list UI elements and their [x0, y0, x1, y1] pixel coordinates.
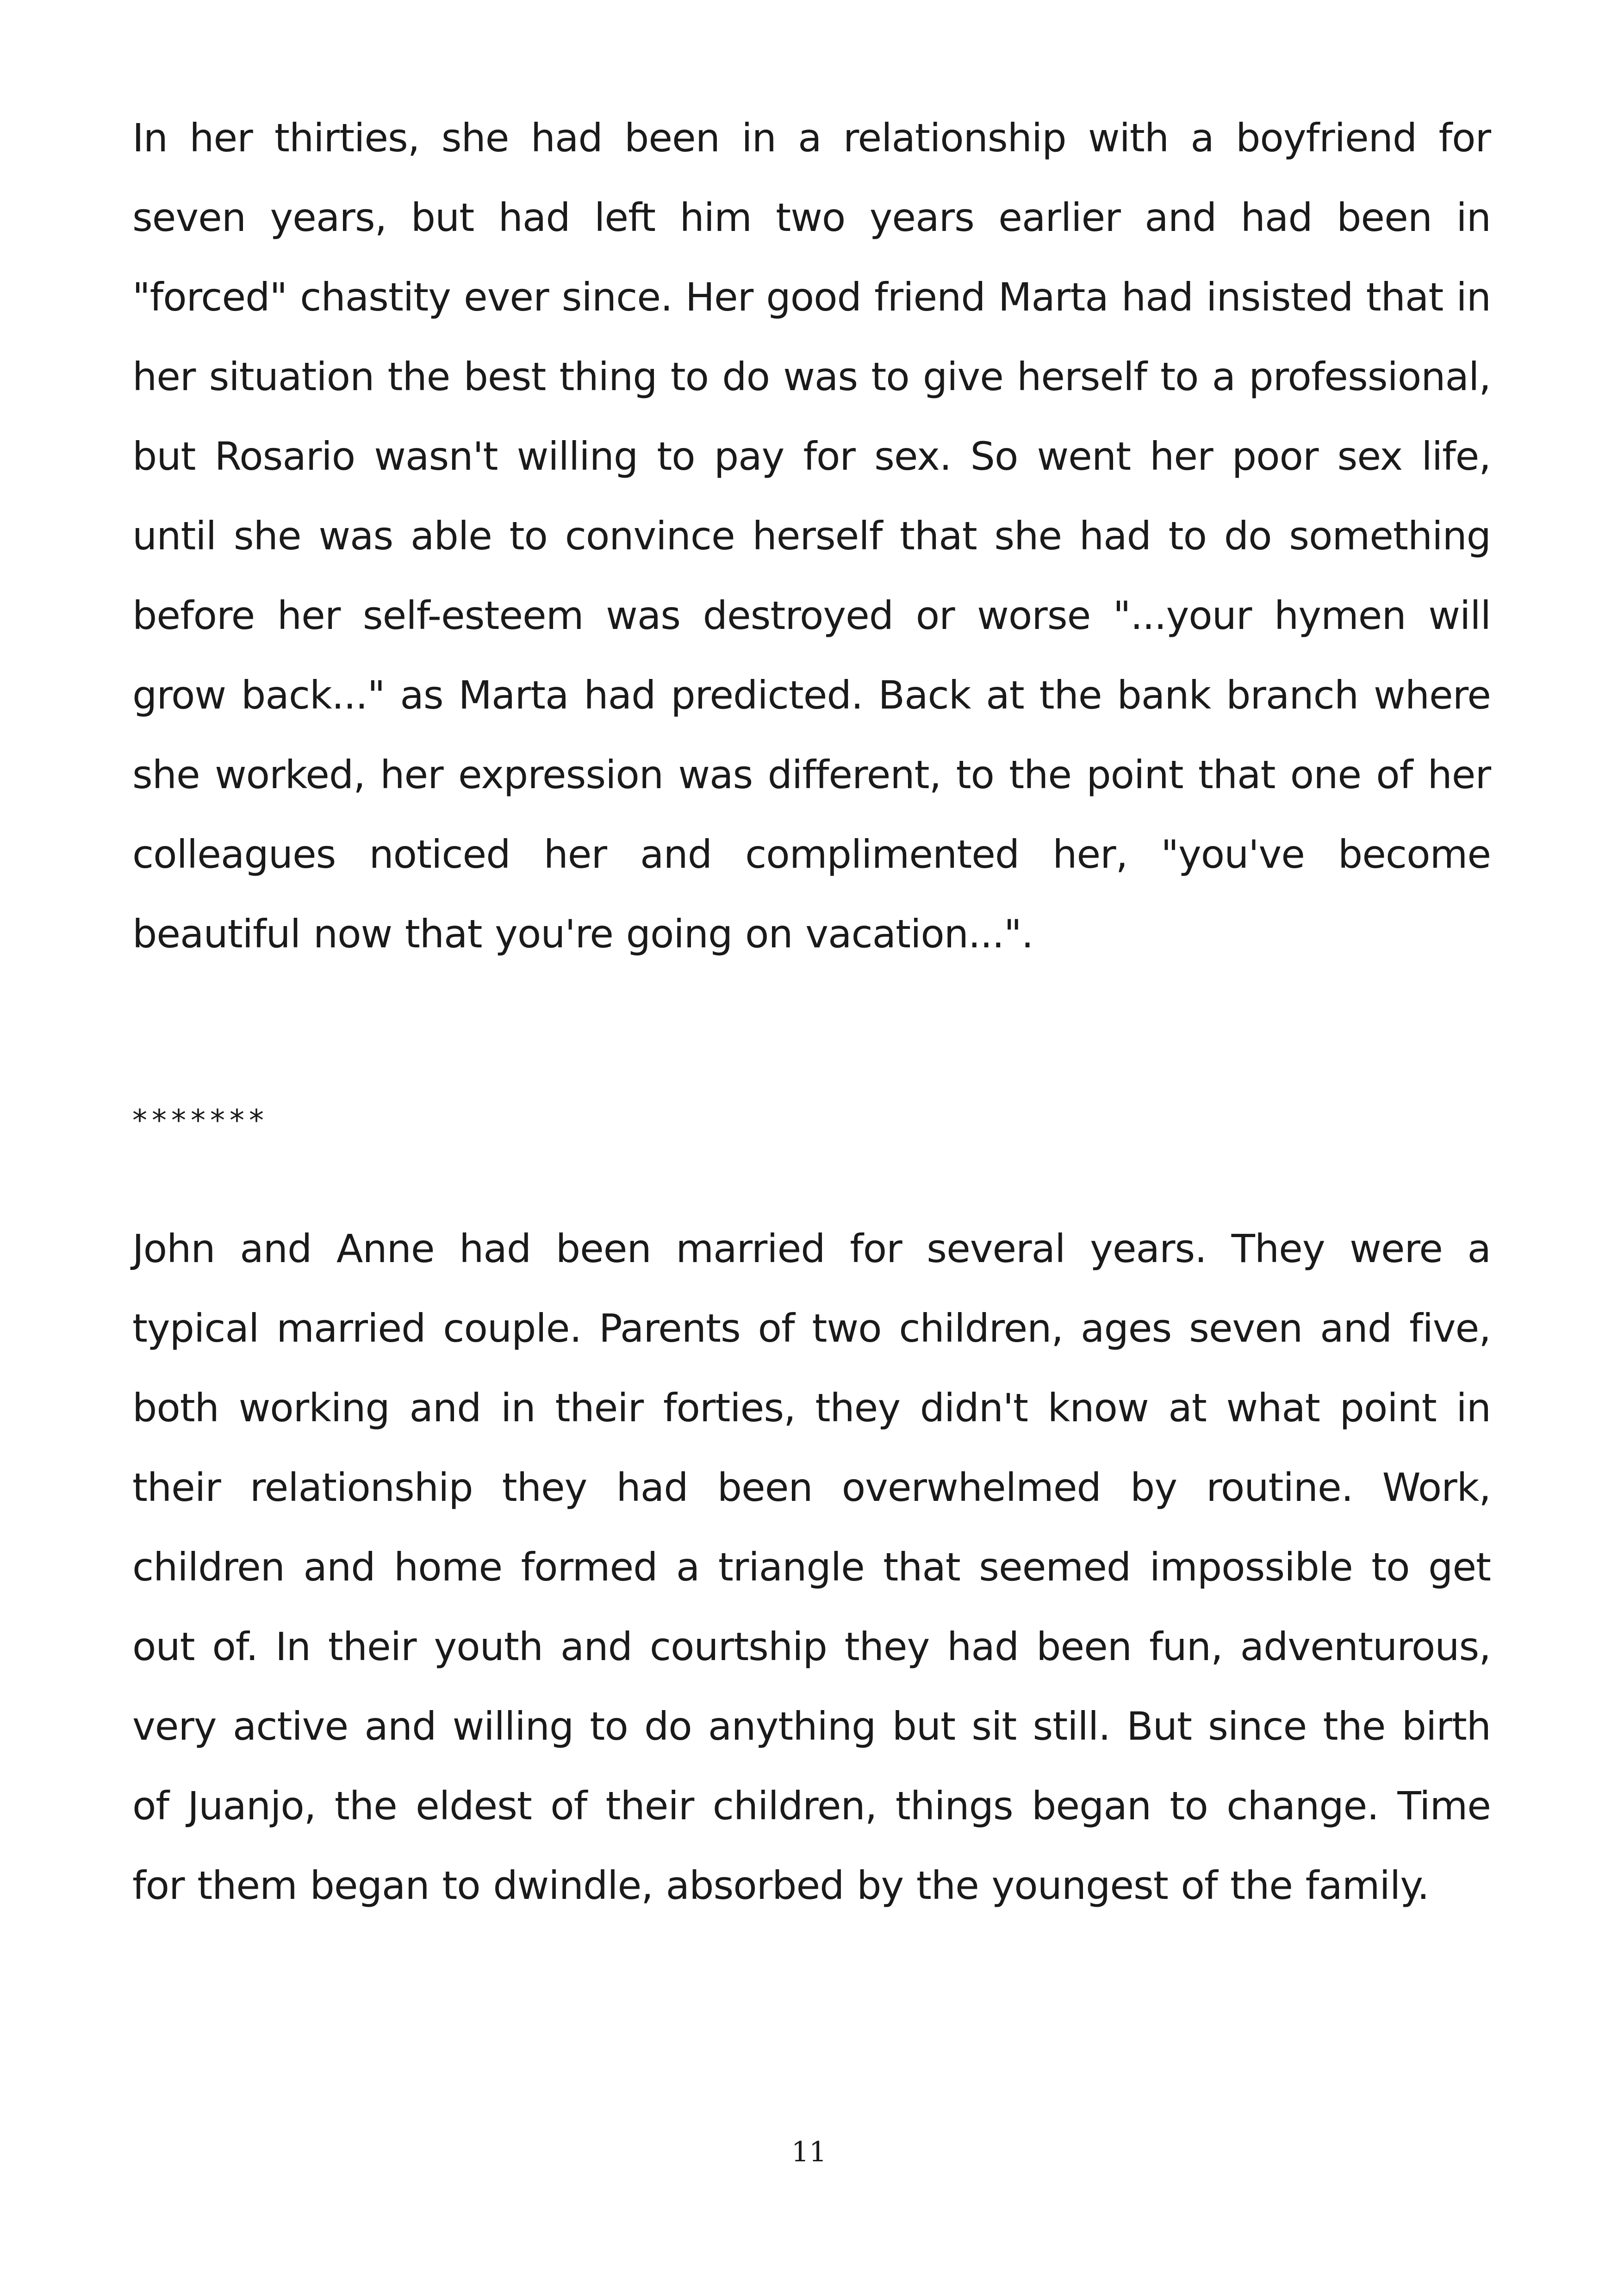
body-paragraph: In her thirties, she had been in a relationship with a boyfriend for seven years, but had left him two years earlier and had been in "forced" chastity ever since. Her good friend Marta had insisted that in her situation the best thing to do was to give herself to a professional, but Rosario wasn't willing to pay for sex. So went her poor sex life, until she was able to convince herself that she had to do something before her self-esteem was destroyed or worse "...your hymen will grow back..." as Marta had predicted. Back at the bank branch where she worked, her expression was different, to the point that one of her colleagues noticed her and complimented her, "you've become beautiful now that you're going on vacation...".: [132, 115, 1491, 957]
page-number: 11: [791, 2136, 827, 2168]
section-separator: *******: [132, 1104, 268, 1138]
body-paragraph: John and Anne had been married for several years. They were a typical married couple. Parents of two children, ages seven and five, both working and in their forties, they didn't know at what point in their relationship they had been overwhelmed by routine. Work, children and home formed a triangle that seemed impossible to get out of. In their youth and courtship they had been fun, adventurous, very active and willing to do anything but sit still. But since the birth of Juanjo, the eldest of their children, things began to change. Time for them began to dwindle, absorbed by the youngest of the family.: [132, 1226, 1491, 1908]
